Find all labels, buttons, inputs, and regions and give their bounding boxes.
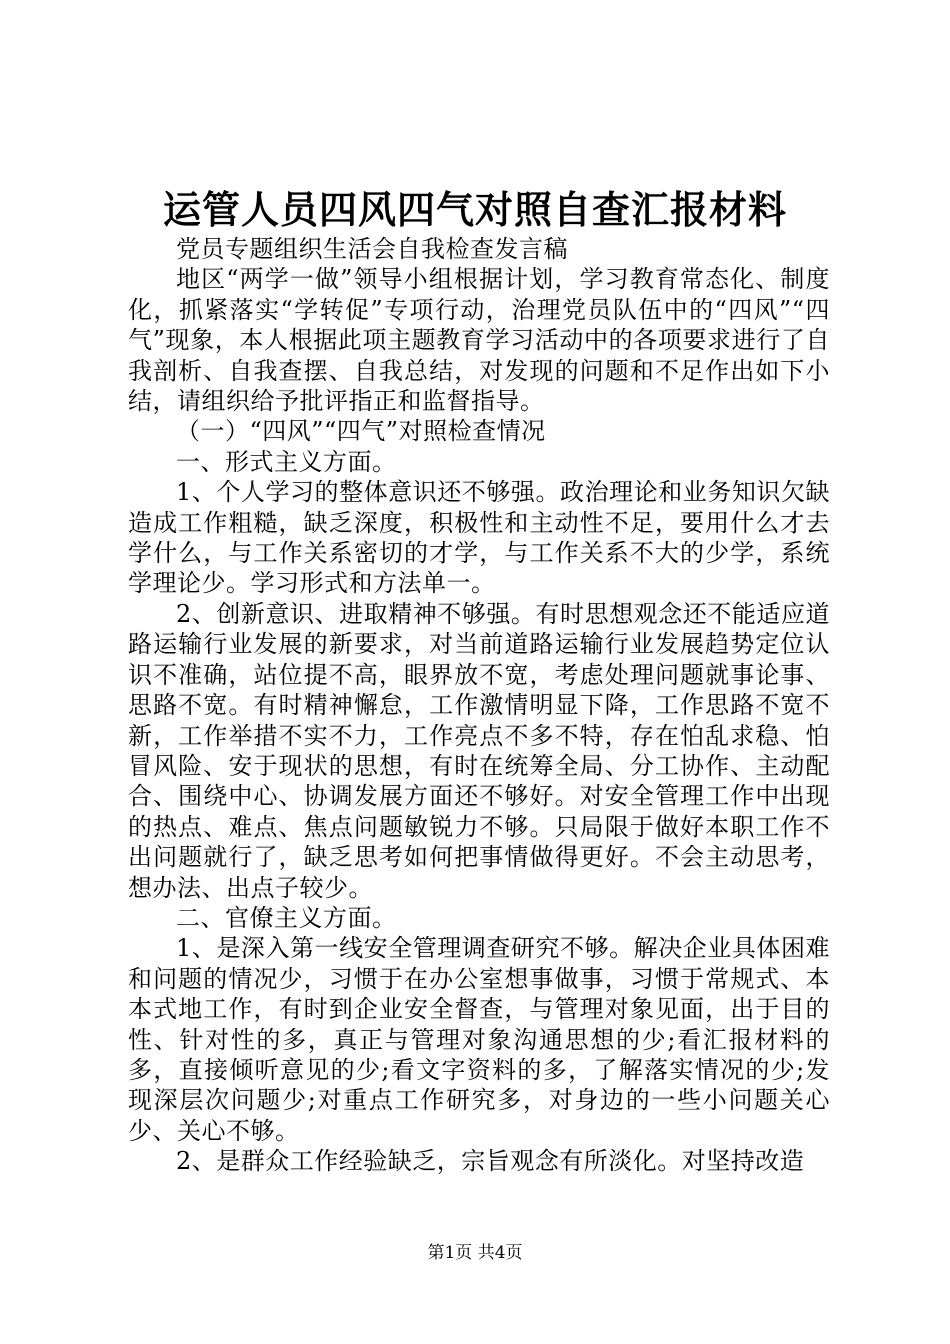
paragraph-bureaucracy-2: 2、是群众工作经验缺乏，宗旨观念有所淡化。对坚持改造: [176, 1147, 805, 1176]
page-number-footer: 第1页 共4页: [427, 1243, 523, 1263]
document-body: [128, 234, 830, 1177]
paragraph-bureaucracy-1: 1、是深入第一线安全管理调查研究不够。解决企业具体困难和问题的情况少，习惯于在办公室想事做事，习惯于常规式、本本式地工作，有时到企业安全督查，与管理对象见面，出于目的性、针对性的多，真正与管理对象沟通思想的少;看汇报材料的多，直接倾听意见的少;看文字资料的多，了解落实情况的少;发现深层次问题少;对重点工作研究多，对身边的一些小问题关心少、关心不够。: [128, 934, 830, 1145]
paragraph-formalism-1: 1、个人学习的整体意识还不够强。政治理论和业务知识欠缺造成工作粗糙，缺乏深度，积极性和主动性不足，要用什么才去学什么，与工作关系密切的才学，与工作关系不大的少学，系统学理论少。学习形式和方法单一。: [128, 478, 830, 598]
paragraph-section-heading: （一）“四风”“四气”对照检查情况: [176, 417, 546, 446]
paragraph-intro: 地区“两学一做”领导小组根据计划，学习教育常态化、制度化，抓紧落实“学转促”专项行动，治理党员队伍中的“四风”“四气”现象，本人根据此项主题教育学习活动中的各项要求进行了自我剖析、自我查摆、自我总结，对发现的问题和不足作出如下小结，请组织给予批评指正和监督指导。: [128, 265, 830, 416]
paragraph-heading-formalism: 一、形式主义方面。: [176, 447, 397, 476]
paragraph-formalism-2: 2、创新意识、进取精神不够强。有时思想观念还不能适应道路运输行业发展的新要求，对当前道路运输行业发展趋势定位认识不准确，站位提不高，眼界放不宽，考虑处理问题就事论事、思路不宽。有时精神懈怠，工作激情明显下降，工作思路不宽不新，工作举措不实不力，工作亮点不多不特，存在怕乱求稳、怕冒风险、安于现状的思想，有时在统筹全局、分工协作、主动配合、围绕中心、协调发展方面还不够好。对安全管理工作中出现的热点、难点、焦点问题敏锐力不够。只局限于做好本职工作不出问题就行了，缺乏思考如何把事情做得更好。不会主动思考，想办法、出点子较少。: [128, 599, 830, 902]
document-title: 运管人员四风四气对照自查汇报材料: [162, 187, 787, 232]
paragraph-subtitle: 党员专题组织生活会自我检查发言稿: [176, 235, 568, 263]
paragraph-heading-bureaucracy: 二、官僚主义方面。: [176, 903, 397, 932]
